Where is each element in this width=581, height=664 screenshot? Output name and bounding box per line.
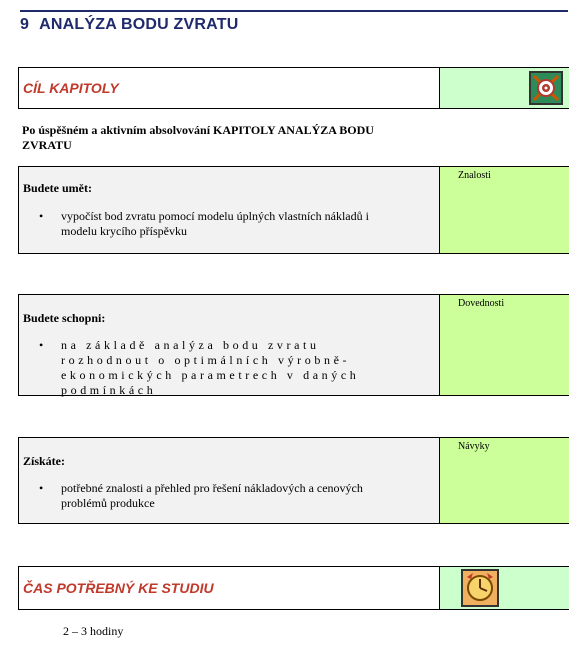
block-heading: Budete schopni: — [23, 311, 106, 325]
list-item: • na základě analýza bodu zvratu rozhodnout o optimálních výrobně-ekonomických parametrech v daných podmínkách — [61, 338, 384, 398]
side-label: Dovednosti — [458, 298, 505, 309]
bullet-list — [19, 481, 399, 511]
target-icon — [529, 71, 563, 105]
habits-block — [18, 437, 569, 524]
knowledge-block — [18, 166, 569, 254]
side-label: Znalosti — [458, 170, 491, 181]
chapter-title: ANALÝZA BODU ZVRATU — [39, 16, 239, 33]
time-section — [18, 566, 569, 610]
chapter-number: 9 — [20, 16, 30, 33]
side-label: Návyky — [458, 441, 490, 452]
list-item: • vypočíst bod zvratu pomocí modelu úplných vlastních nákladů i modelu krycího příspěvku — [61, 209, 399, 239]
study-time-value: 2 – 3 hodiny — [63, 624, 124, 638]
chapter-heading — [20, 10, 568, 34]
list-item: • potřebné znalosti a přehled pro řešení nákladových a cenových problémů produkce — [61, 481, 399, 511]
time-title: ČAS POTŘEBNÝ KE STUDIU — [23, 580, 214, 596]
goal-title: CÍL KAPITOLY — [23, 80, 119, 96]
bullet-list — [19, 209, 399, 239]
bullet-list — [19, 338, 384, 398]
block-heading: Budete umět: — [23, 181, 92, 195]
clock-icon — [461, 569, 499, 607]
block-heading: Získáte: — [23, 454, 65, 468]
goal-section — [18, 67, 569, 109]
intro-text: Po úspěšném a aktivním absolvování KAPITOLY ANALÝZA BODU ZVRATU — [22, 123, 374, 152]
skills-block — [18, 294, 569, 396]
